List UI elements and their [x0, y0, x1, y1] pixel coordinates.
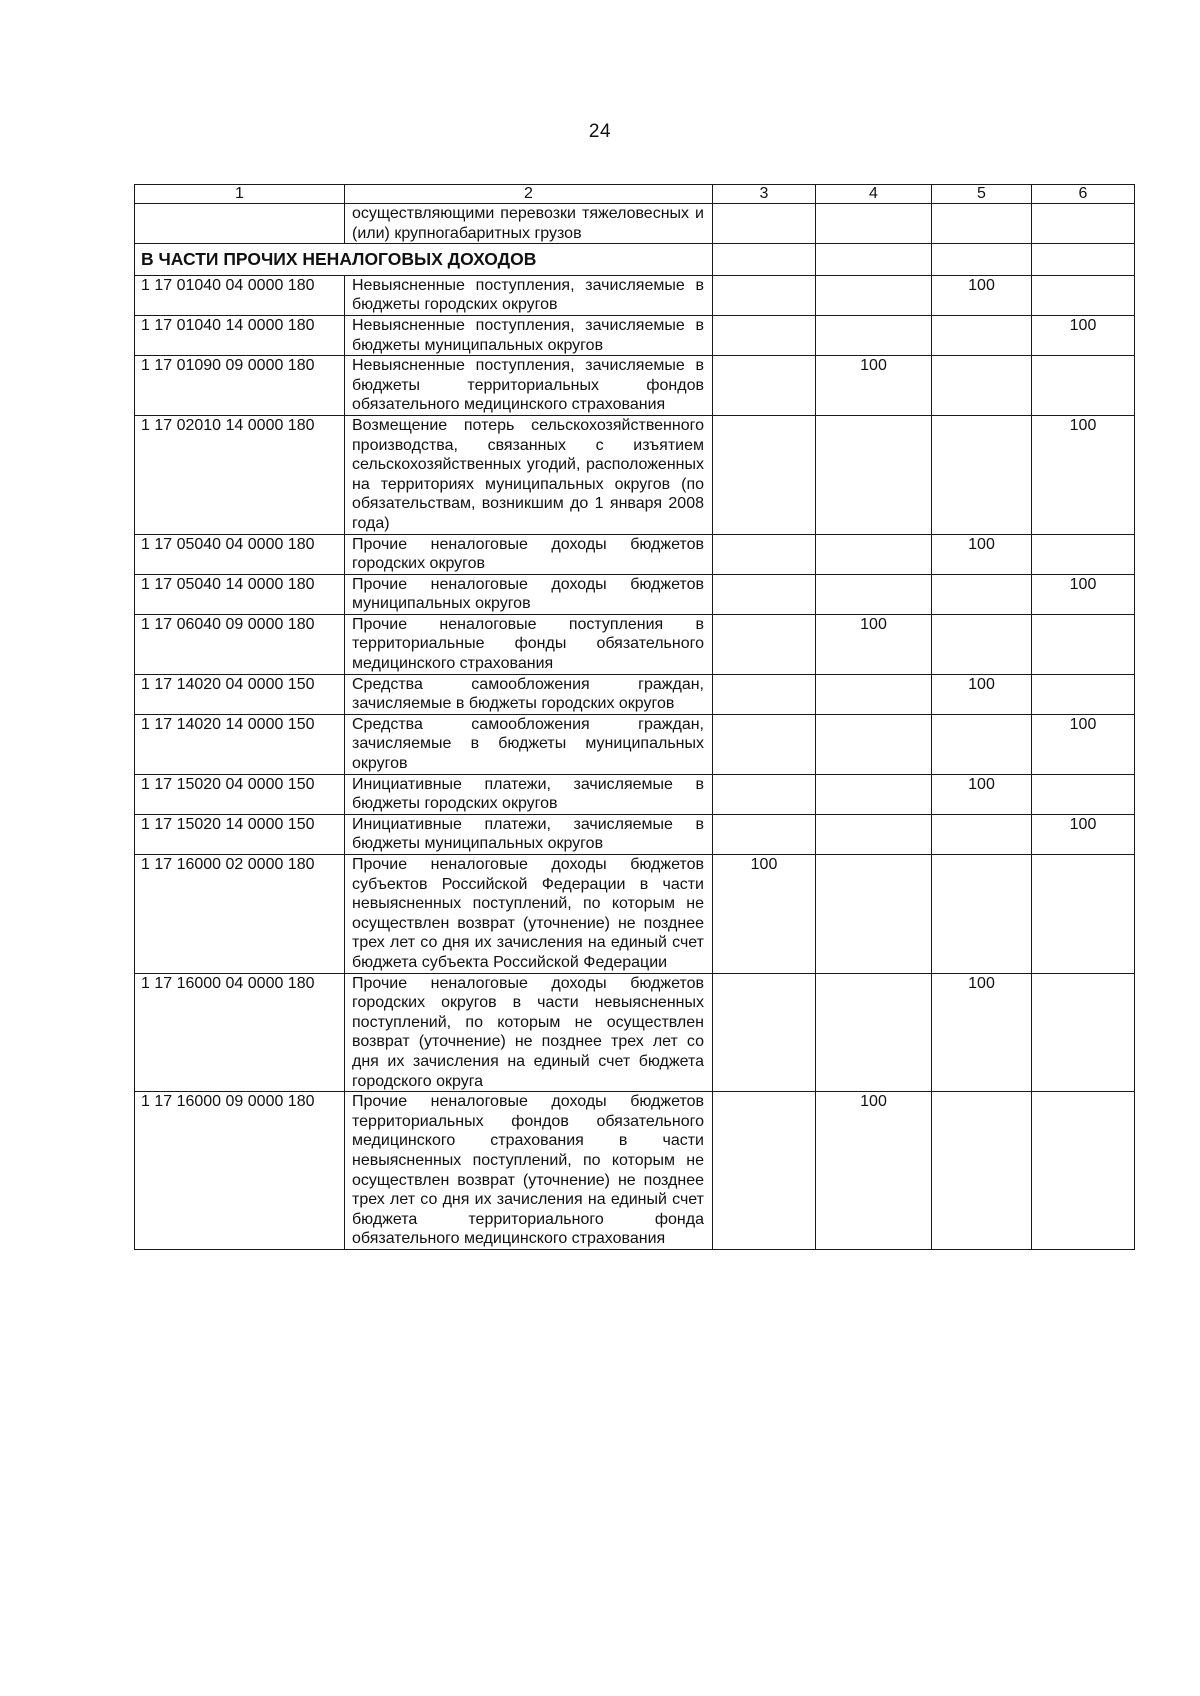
revenue-description-cell: Средства самообложения граждан, зачисляемые в бюджеты муниципальных округов [345, 714, 713, 774]
percent-col3-cell [713, 714, 816, 774]
revenue-description-cell: Средства самообложения граждан, зачисляемые в бюджеты городских округов [345, 674, 713, 714]
column-header-6: 6 [1032, 185, 1135, 204]
revenue-description-cell: Невыясненные поступления, зачисляемые в бюджеты территориальных фондов обязательного медицинского страхования [345, 356, 713, 416]
percent-col6-cell [1032, 973, 1135, 1092]
percent-col5-cell [932, 714, 1032, 774]
percent-col4-cell: 100 [816, 1092, 932, 1250]
percent-col4-cell [816, 415, 932, 534]
revenue-description-cell: Возмещение потерь сельскохозяйственного производства, связанных с изъятием сельскохозяйственных угодий, расположенных на территориях муниципальных округов (по обязательствам, возникшим до 1 января 2008 года) [345, 415, 713, 534]
table-row [135, 814, 1135, 854]
revenue-code-cell: 1 17 06040 09 0000 180 [135, 614, 345, 674]
continuation-code-cell [135, 204, 345, 244]
percent-col5-cell [932, 855, 1032, 974]
percent-col4-cell: 100 [816, 356, 932, 416]
percent-col3-cell [713, 534, 816, 574]
continuation-col5-cell [932, 204, 1032, 244]
section-col6-cell [1032, 244, 1135, 276]
continuation-col4-cell [816, 204, 932, 244]
table-row [135, 534, 1135, 574]
percent-col6-cell [1032, 534, 1135, 574]
revenue-code-cell: 1 17 16000 04 0000 180 [135, 973, 345, 1092]
revenue-description-cell: Инициативные платежи, зачисляемые в бюджеты муниципальных округов [345, 814, 713, 854]
table-row [135, 315, 1135, 355]
percent-col6-cell: 100 [1032, 574, 1135, 614]
revenue-description-cell: Невыясненные поступления, зачисляемые в бюджеты муниципальных округов [345, 315, 713, 355]
revenue-description-cell: Инициативные платежи, зачисляемые в бюджеты городских округов [345, 774, 713, 814]
revenue-code-cell: 1 17 01040 14 0000 180 [135, 315, 345, 355]
revenue-distribution-table [134, 184, 1135, 1250]
section-col3-cell [713, 244, 816, 276]
revenue-code-cell: 1 17 16000 02 0000 180 [135, 855, 345, 974]
table-row [135, 574, 1135, 614]
section-title: В ЧАСТИ ПРОЧИХ НЕНАЛОГОВЫХ ДОХОДОВ [135, 244, 713, 276]
revenue-description-cell: Прочие неналоговые поступления в территориальные фонды обязательного медицинского страхования [345, 614, 713, 674]
column-header-5: 5 [932, 185, 1032, 204]
table-row [135, 614, 1135, 674]
revenue-description-cell: Прочие неналоговые доходы бюджетов субъектов Российской Федерации в части невыясненных поступлений, по которым не осуществлен возврат (уточнение) не позднее трех лет со дня их зачисления на единый счет бюджета субъекта Российской Федерации [345, 855, 713, 974]
percent-col4-cell [816, 855, 932, 974]
percent-col3-cell: 100 [713, 855, 816, 974]
percent-col5-cell: 100 [932, 674, 1032, 714]
column-header-3: 3 [713, 185, 816, 204]
percent-col4-cell [816, 774, 932, 814]
percent-col4-cell [816, 315, 932, 355]
table-row [135, 973, 1135, 1092]
revenue-code-cell: 1 17 14020 04 0000 150 [135, 674, 345, 714]
page-number: 24 [588, 121, 612, 142]
percent-col6-cell [1032, 614, 1135, 674]
percent-col5-cell: 100 [932, 774, 1032, 814]
percent-col3-cell [713, 275, 816, 315]
revenue-code-cell: 1 17 16000 09 0000 180 [135, 1092, 345, 1250]
continuation-description-cell: осуществляющими перевозки тяжеловесных и (или) крупногабаритных грузов [345, 204, 713, 244]
revenue-code-cell: 1 17 05040 14 0000 180 [135, 574, 345, 614]
percent-col4-cell: 100 [816, 614, 932, 674]
percent-col3-cell [713, 315, 816, 355]
revenue-description-cell: Прочие неналоговые доходы бюджетов городских округов в части невыясненных поступлений, по которым не осуществлен возврат (уточнение) не позднее трех лет со дня их зачисления на единый счет бюджета городского округа [345, 973, 713, 1092]
table-row [135, 714, 1135, 774]
percent-col6-cell: 100 [1032, 814, 1135, 854]
percent-col4-cell [816, 674, 932, 714]
percent-col5-cell: 100 [932, 973, 1032, 1092]
revenue-code-cell: 1 17 01040 04 0000 180 [135, 275, 345, 315]
percent-col6-cell: 100 [1032, 714, 1135, 774]
percent-col4-cell [816, 973, 932, 1092]
section-heading-row [135, 244, 1135, 276]
revenue-description-cell: Невыясненные поступления, зачисляемые в бюджеты городских округов [345, 275, 713, 315]
table-row [135, 415, 1135, 534]
percent-col6-cell [1032, 356, 1135, 416]
table-body [135, 185, 1135, 1250]
percent-col3-cell [713, 973, 816, 1092]
section-col5-cell [932, 244, 1032, 276]
percent-col5-cell [932, 614, 1032, 674]
table-row [135, 855, 1135, 974]
percent-col6-cell [1032, 1092, 1135, 1250]
column-header-1: 1 [135, 185, 345, 204]
revenue-code-cell: 1 17 01090 09 0000 180 [135, 356, 345, 416]
percent-col5-cell [932, 1092, 1032, 1250]
table-row [135, 674, 1135, 714]
percent-col4-cell [816, 714, 932, 774]
percent-col4-cell [816, 275, 932, 315]
revenue-description-cell: Прочие неналоговые доходы бюджетов муниципальных округов [345, 574, 713, 614]
percent-col6-cell [1032, 855, 1135, 974]
percent-col5-cell [932, 574, 1032, 614]
percent-col3-cell [713, 356, 816, 416]
percent-col3-cell [713, 415, 816, 534]
percent-col4-cell [816, 534, 932, 574]
table-row [135, 1092, 1135, 1250]
percent-col5-cell [932, 356, 1032, 416]
percent-col5-cell [932, 315, 1032, 355]
revenue-code-cell: 1 17 05040 04 0000 180 [135, 534, 345, 574]
percent-col6-cell [1032, 674, 1135, 714]
percent-col6-cell: 100 [1032, 415, 1135, 534]
revenue-code-cell: 1 17 15020 04 0000 150 [135, 774, 345, 814]
revenue-code-cell: 1 17 02010 14 0000 180 [135, 415, 345, 534]
percent-col6-cell: 100 [1032, 315, 1135, 355]
column-header-2: 2 [345, 185, 713, 204]
percent-col6-cell [1032, 275, 1135, 315]
percent-col3-cell [713, 574, 816, 614]
table-row [135, 356, 1135, 416]
continuation-col3-cell [713, 204, 816, 244]
section-col4-cell [816, 244, 932, 276]
revenue-description-cell: Прочие неналоговые доходы бюджетов территориальных фондов обязательного медицинского страхования в части невыясненных поступлений, по которым не осуществлен возврат (уточнение) не позднее трех лет со дня их зачисления на единый счет бюджета территориального фонда обязательного медицинского страхования [345, 1092, 713, 1250]
percent-col4-cell [816, 574, 932, 614]
table-row [135, 774, 1135, 814]
percent-col3-cell [713, 814, 816, 854]
table-row [135, 275, 1135, 315]
percent-col3-cell [713, 774, 816, 814]
percent-col5-cell: 100 [932, 275, 1032, 315]
percent-col4-cell [816, 814, 932, 854]
percent-col5-cell: 100 [932, 534, 1032, 574]
percent-col3-cell [713, 1092, 816, 1250]
percent-col5-cell [932, 415, 1032, 534]
revenue-code-cell: 1 17 15020 14 0000 150 [135, 814, 345, 854]
percent-col5-cell [932, 814, 1032, 854]
continuation-row [135, 204, 1135, 244]
column-number-header-row [135, 185, 1135, 204]
continuation-col6-cell [1032, 204, 1135, 244]
column-header-4: 4 [816, 185, 932, 204]
revenue-code-cell: 1 17 14020 14 0000 150 [135, 714, 345, 774]
revenue-description-cell: Прочие неналоговые доходы бюджетов городских округов [345, 534, 713, 574]
percent-col6-cell [1032, 774, 1135, 814]
percent-col3-cell [713, 674, 816, 714]
percent-col3-cell [713, 614, 816, 674]
